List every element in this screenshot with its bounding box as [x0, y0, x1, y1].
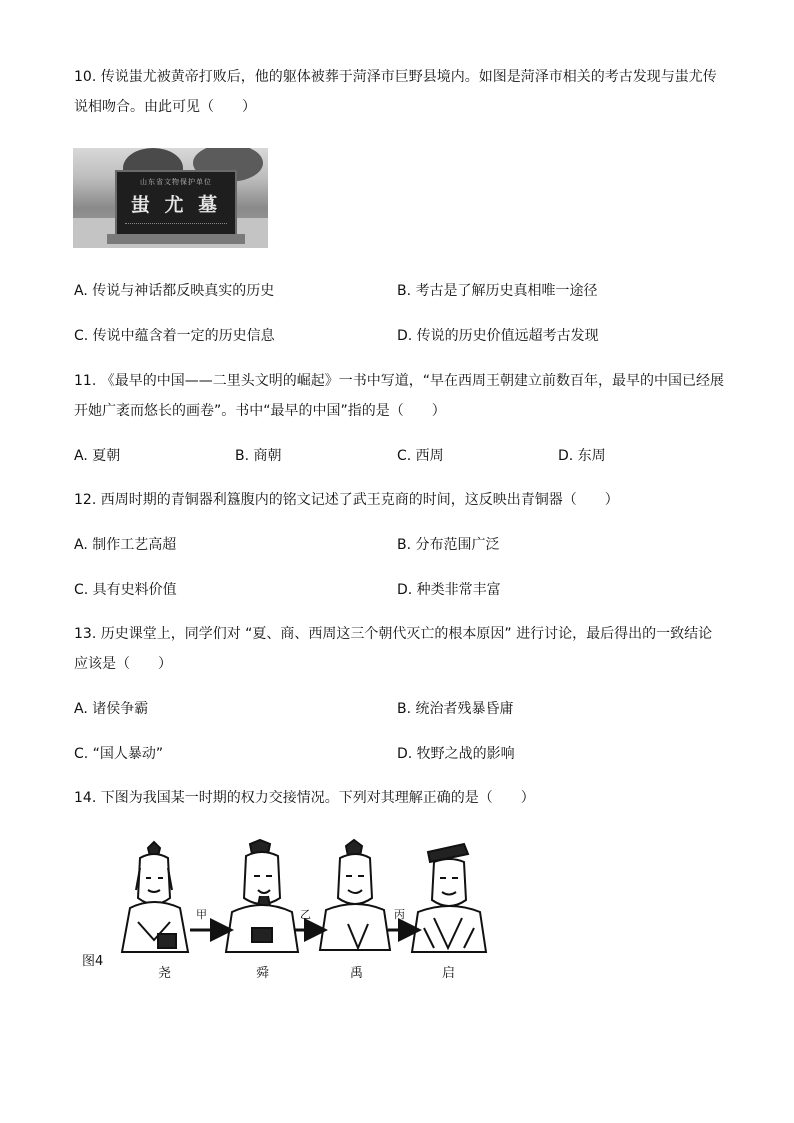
arrow-label-bing: 丙: [394, 908, 405, 921]
name-yu: 禹: [350, 966, 364, 981]
tomb-stele: [115, 170, 237, 236]
name-yao: 尧: [158, 966, 172, 981]
portrait-yao: [122, 842, 188, 952]
name-qi: 启: [442, 966, 456, 981]
stele-base: [107, 234, 245, 244]
q14-stem-line-1: 14. 下图为我国某一时期的权力交接情况。下列对其理解正确的是（ ）: [74, 790, 535, 806]
portrait-qi: [412, 844, 486, 952]
portrait-yu: [320, 840, 390, 950]
succession-figure: [78, 838, 498, 988]
q13-option-b: B. 统治者残暴昏庸: [397, 701, 514, 717]
arrow-label-yi: 乙: [300, 908, 311, 921]
stele-main-text: 蚩 尤 墓: [130, 194, 222, 216]
q10-option-c: C. 传说中蕴含着一定的历史信息: [74, 328, 275, 344]
stele-footnote: [125, 223, 227, 230]
stele-caption: 山东省文物保护单位: [140, 178, 212, 186]
q10-option-b: B. 考古是了解历史真相唯一途径: [397, 283, 598, 299]
q13-option-d: D. 牧野之战的影响: [397, 746, 515, 762]
q12-option-c: C. 具有史料价值: [74, 582, 177, 598]
succession-drawing: [78, 838, 498, 988]
q11-option-b: B. 商朝: [235, 448, 282, 464]
q10-option-a: A. 传说与神话都反映真实的历史: [74, 283, 275, 299]
q12-option-b: B. 分布范围广泛: [397, 537, 500, 553]
q11-option-c: C. 西周: [397, 448, 444, 464]
portrait-shun: [226, 840, 298, 952]
q12-option-a: A. 制作工艺高超: [74, 537, 177, 553]
q10-stem-line-2: 说相吻合。由此可见（ ）: [74, 99, 256, 115]
q13-option-c: C. “国人暴动”: [74, 746, 164, 762]
q13-stem-line-2: 应该是（ ）: [74, 656, 172, 672]
chiyou-tomb-photo: [73, 148, 268, 248]
q11-stem-line-2: 开她广袤而悠长的画卷”。书中“最早的中国”指的是（ ）: [74, 403, 446, 419]
figure-label: 图4: [82, 954, 104, 969]
q13-stem-line-1: 13. 历史课堂上，同学们对 “夏、商、西周这三个朝代灭亡的根本原因” 进行讨论，最后得出的一致结论: [74, 626, 713, 642]
q11-stem-line-1: 11. 《最早的中国——二里头文明的崛起》一书中写道，“早在西周王朝建立前数百年，最早的中国已经展: [74, 373, 724, 389]
q12-stem-line-1: 12. 西周时期的青铜器利簋腹内的铭文记述了武王克商的时间，这反映出青铜器（ ）: [74, 492, 619, 508]
q11-option-d: D. 东周: [558, 448, 606, 464]
q13-option-a: A. 诸侯争霸: [74, 701, 149, 717]
arrow-label-jia: 甲: [196, 908, 207, 921]
q10-stem-line-1: 10. 传说蚩尤被黄帝打败后，他的躯体被葬于菏泽市巨野县境内。如图是菏泽市相关的考古发现与蚩尤传: [74, 69, 717, 85]
q12-option-d: D. 种类非常丰富: [397, 582, 501, 598]
name-shun: 舜: [256, 966, 270, 981]
q10-option-d: D. 传说的历史价值远超考古发现: [397, 328, 599, 344]
q11-option-a: A. 夏朝: [74, 448, 121, 464]
